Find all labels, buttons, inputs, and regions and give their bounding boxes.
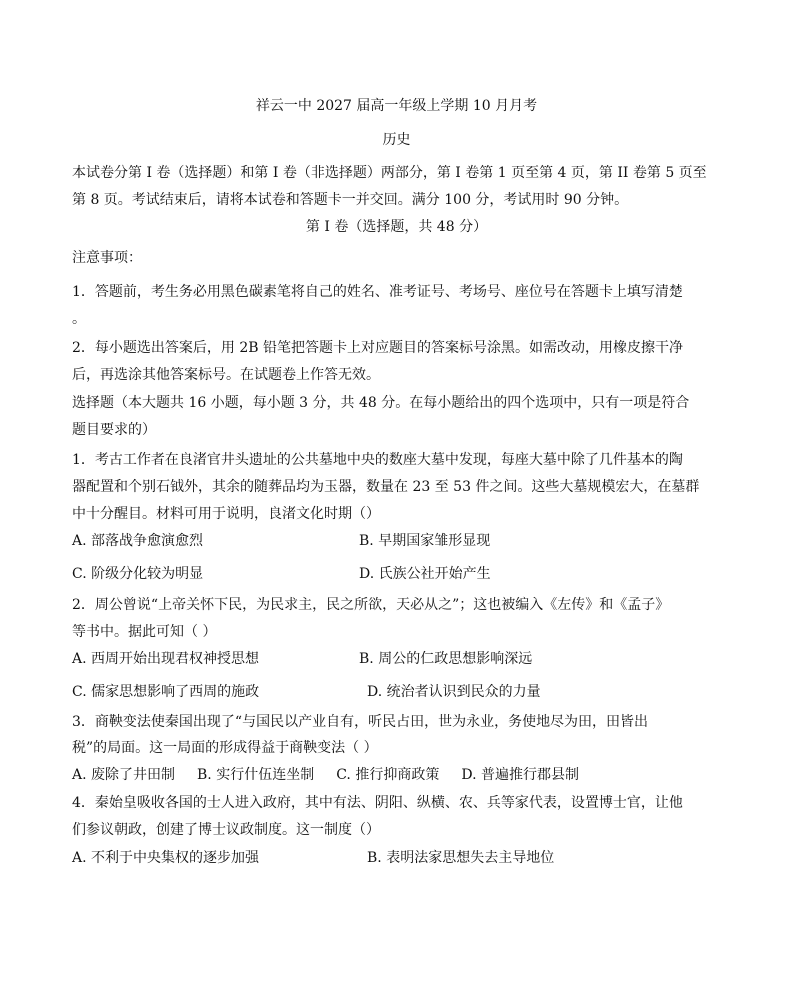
question-4-option-b: B. 表明法家思想失去主导地位 bbox=[367, 850, 555, 866]
question-2-option-c: C. 儒家思想影响了西周的施政 bbox=[72, 684, 260, 700]
exam-title: 祥云一中 2027 届高一年级上学期 10 月月考 bbox=[255, 98, 538, 114]
question-4-line-2: 们参议朝政，创建了博士议政制度。这一制度（） bbox=[72, 822, 380, 838]
choice-intro-line-2: 题目要求的） bbox=[72, 422, 156, 438]
notice-item-1-line-1: 1．答题前，考生务必用黑色碳素笔将自己的姓名、准考证号、考场号、座位号在答题卡上填写清楚 bbox=[72, 284, 683, 300]
question-1-option-b: B. 早期国家雏形显现 bbox=[359, 533, 491, 549]
intro-line-2: 第 8 页。考试结束后，请将本试卷和答题卡一并交回。满分 100 分，考试用时 90 分钟。 bbox=[72, 192, 629, 208]
question-4-line-1: 4．秦始皇吸收各国的士人进入政府，其中有法、阴阳、纵横、农、兵等家代表，设置博士官，让他 bbox=[72, 795, 683, 811]
notice-item-2-line-2: 后，再选涂其他答案标号。在试题卷上作答无效。 bbox=[72, 367, 380, 383]
question-1-option-a: A. 部落战争愈演愈烈 bbox=[72, 533, 204, 549]
notice-item-1-line-2: 。 bbox=[72, 311, 86, 327]
question-3-line-2: 税”的局面。这一局面的形成得益于商鞅变法（ ） bbox=[72, 740, 378, 756]
question-2-line-1: 2．周公曾说“上帝关怀下民，为民求主，民之所欲，天必从之”；这也被编入《左传》和《孟子》 bbox=[72, 597, 670, 613]
question-2-option-b: B. 周公的仁政思想影响深远 bbox=[359, 651, 533, 667]
question-2-option-d: D. 统治者认识到民众的力量 bbox=[367, 684, 541, 700]
question-1-line-1: 1．考古工作者在良渚官井头遗址的公共墓地中央的数座大墓中发现，每座大墓中除了几件基本的陶 bbox=[72, 452, 683, 468]
section-title: 第 I 卷（选择题，共 48 分） bbox=[305, 219, 488, 235]
notice-item-2-line-1: 2．每小题选出答案后，用 2B 铅笔把答题卡上对应题目的答案标号涂黑。如需改动，用橡皮擦干净 bbox=[72, 340, 684, 356]
question-3-options-row bbox=[72, 765, 601, 785]
notice-heading: 注意事项： bbox=[72, 250, 142, 266]
question-3-option-c: C. 推行抑商政策 bbox=[336, 767, 440, 783]
exam-subject: 历史 bbox=[382, 132, 411, 148]
question-3-line-1: 3．商鞅变法使秦国出现了“与国民以产业自有，听民占田，世为永业，务使地尽为田，田皆出 bbox=[72, 714, 649, 730]
question-3-option-d: D. 普遍推行郡县制 bbox=[461, 767, 579, 783]
question-3-option-b: B. 实行什伍连坐制 bbox=[197, 767, 315, 783]
question-2-line-2: 等书中。据此可知（ ） bbox=[72, 624, 217, 640]
question-2-option-a: A. 西周开始出现君权神授思想 bbox=[72, 651, 260, 667]
question-1-line-2: 器配置和个别石钺外，其余的随葬品均为玉器，数量在 23 至 53 件之间。这些大墓规模宏大，在墓群 bbox=[72, 479, 700, 495]
question-1-line-3: 中十分醒目。材料可用于说明，良渚文化时期（） bbox=[72, 506, 380, 522]
question-1-option-c: C. 阶级分化较为明显 bbox=[72, 566, 204, 582]
question-4-option-a: A. 不利于中央集权的逐步加强 bbox=[72, 850, 260, 866]
choice-intro-line-1: 选择题（本大题共 16 小题，每小题 3 分，共 48 分。在每小题给出的四个选项中，只有一项是符合 bbox=[72, 395, 690, 411]
intro-line-1: 本试卷分第 I 卷（选择题）和第 I 卷（非选择题）两部分，第 I 卷第 1 页至第 4 页，第 II 卷第 5 页至 bbox=[72, 165, 707, 181]
question-1-option-d: D. 氏族公社开始产生 bbox=[359, 566, 491, 582]
question-3-option-a: A. 废除了井田制 bbox=[72, 767, 176, 783]
